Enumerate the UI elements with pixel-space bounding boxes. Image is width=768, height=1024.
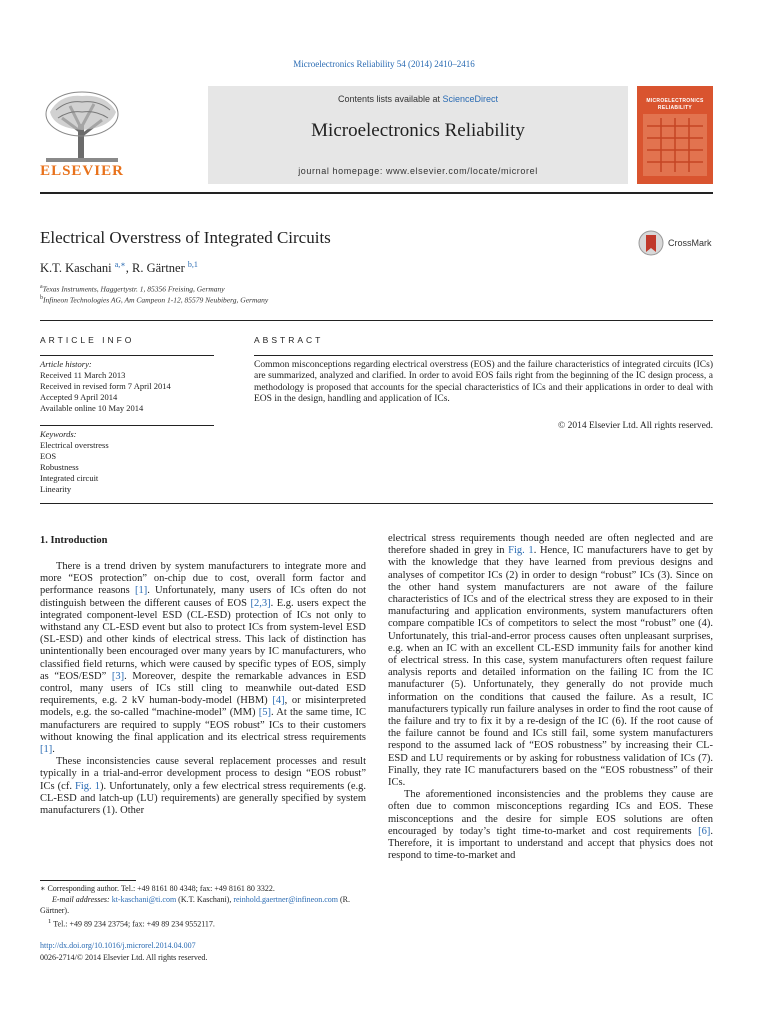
body-text: . At the same time, IC manufacturers are required to supply “EOS robust” ICs to their customers without knowing the final application and its electrical stress requirements [40, 707, 366, 743]
history-online: Available online 10 May 2014 [40, 403, 144, 413]
citation-link[interactable]: [4] [272, 695, 285, 707]
intro-paragraph-2-continued [388, 533, 713, 789]
article-info-rule [40, 355, 214, 356]
paper-title: Electrical Overstress of Integrated Circuits [40, 228, 331, 247]
author2-affiliation-marker[interactable]: b,1 [187, 260, 198, 269]
email-kaschani-name: (K.T. Kaschani), [178, 895, 232, 904]
affiliation-b-marker: b [40, 295, 43, 301]
intro-paragraph-1 [40, 561, 366, 756]
citation-link[interactable]: Fig. 1 [75, 780, 101, 792]
body-text: . Hence, IC manufacturers have to get by with the knowledge that they have learned from previous designs and analyses of competitor ICs (2) in order to design “robust” ICs (3). Since on the other hand system manufacturers are not aware of the failure characteristics of ICs and of the electrical stress they are exposed to in their manufacturing and application environments, system manufacturers often compare compatible ICs of competitors to select the most “robust” one (4). Unfortunately, this trial-and-error process causes often unpleasant surprises, e.g. when an IC with an excellent CL-ESD immunity fails for another kind of electrical stress. In this case, system manufacturers often request failure analysis reports and detailed information on the failing IC from the IC manufacturer (5). Unfortunately, they generally do not provide much information on the conditions that caused the failure. As a result, IC manufacturers typically run failure analyses in order to find the root cause of the failure and try to fix it by a re-design of the IC (6). If the root cause of the failure cannot be found and ICs still fail, some system manufacturers respond to the assumed lack of “EOS robustness” by increasing their CL-ESD and LU requirements or by asking for robustness validation of ICs (7). Finally, they rate IC manufacturers based on the “EOS robustness” of their ICs. [388, 545, 713, 789]
history-received: Received 11 March 2013 [40, 370, 126, 380]
footnote-1-marker: 1 [48, 918, 52, 925]
journal-homepage[interactable]: journal homepage: www.elsevier.com/locate/microrel [298, 166, 538, 176]
contents-prefix: Contents lists available at [337, 94, 443, 104]
footnotes [40, 883, 366, 930]
article-info-heading: ARTICLE INFO [40, 335, 135, 345]
header-divider [40, 192, 713, 194]
crossmark-label[interactable]: CrossMark [668, 238, 712, 248]
body-text: electrical stress requirements though needed are often neglected and are therefore shaded in grey in [388, 533, 713, 557]
front-matter-divider [40, 503, 713, 504]
email-kaschani-link[interactable]: kt-kaschani@ti.com [111, 895, 177, 904]
affiliation-b-text: Infineon Technologies AG, Am Campeon 1-12, 85579 Neubiberg, Germany [43, 295, 269, 305]
abstract-heading: ABSTRACT [254, 335, 324, 345]
title-divider [40, 320, 713, 321]
author-kaschani: K.T. Kaschani [40, 261, 112, 276]
affiliation-a [40, 284, 225, 294]
citation-link[interactable]: [3] [111, 670, 125, 682]
email-gaertner-link[interactable]: reinhold.gaertner@infineon.com [233, 895, 339, 904]
footnote-divider [40, 880, 136, 881]
keyword-item: EOS [40, 451, 57, 461]
citation-link[interactable]: [5] [258, 707, 271, 719]
corresponding-text: Corresponding author. Tel.: +49 8161 80 4348; fax: +49 8161 80 3322. [47, 884, 275, 893]
crossmark-icon[interactable] [638, 230, 664, 256]
keyword-item: Robustness [40, 462, 79, 472]
abstract-copyright: © 2014 Elsevier Ltd. All rights reserved. [558, 421, 713, 431]
keywords-label: Keywords: [40, 429, 77, 439]
body-text: The aforementioned inconsistencies and the problems they cause are often due to common misconceptions regarding ICs and EOS. These misconceptions and the desire for simple EOS solutions are often encouraged by today’s tight time-to-market and cost requirements [388, 789, 713, 837]
history-accepted: Accepted 9 April 2014 [40, 392, 118, 402]
abstract-rule [254, 355, 713, 356]
citation-link[interactable]: [1] [40, 744, 53, 756]
body-column-left [40, 561, 366, 817]
issn-copyright: 0026-2714/© 2014 Elsevier Ltd. All rights reserved. [40, 953, 208, 962]
keywords [40, 429, 214, 495]
keywords-rule [40, 425, 214, 426]
intro-paragraph-2 [40, 756, 366, 817]
history-revised: Received in revised form 7 April 2014 [40, 381, 171, 391]
body-text: . [52, 744, 55, 756]
contents-line [208, 94, 628, 104]
citation-link[interactable]: Fig. 1 [508, 545, 534, 557]
intro-paragraph-3 [388, 789, 713, 862]
doi-link[interactable]: http://dx.doi.org/10.1016/j.microrel.2014.04.007 [40, 941, 196, 950]
section-heading-introduction: 1. Introduction [40, 535, 108, 546]
email-note [40, 894, 366, 916]
email-gaertner-name: (R. Gärtner). [40, 895, 351, 915]
body-text: . Moreover, despite the remarkable advances in ESD control, many users of ICs still cling to meanwhile out-dated ESD requirements, e.g. 2 kV human-body-model (HBM) [40, 670, 366, 707]
citation-link[interactable]: [2,3] [250, 597, 271, 609]
affiliation-a-text: Texas Instruments, Haggertystr. 1, 85356 Freising, Germany [42, 284, 225, 294]
body-text: . E.g. users expect the integrated component-level ESD (CL-ESD) protection of ICs not only to withstand any CL-ESD event but also to protect ICs from system-level ESD (SL-ESD) and other kinds of electrical stress. This lack of distinction has unintentionally been encouraged over many years by IC manufacturers, who classified field returns, which were caused by specific types of EOS, simply as “EOS/ESD” [40, 597, 366, 682]
sciencedirect-link[interactable]: ScienceDirect [442, 94, 499, 104]
corresponding-marker: ∗ [40, 884, 46, 893]
affiliation-b [40, 295, 268, 305]
body-column-right [388, 533, 713, 862]
keyword-item: Integrated circuit [40, 473, 99, 483]
journal-reference[interactable]: Microelectronics Reliability 54 (2014) 2410–2416 [293, 59, 475, 69]
affiliation-a-marker: a [40, 284, 43, 290]
body-text: ). Unfortunately, only a few electrical stress requirements (e.g. CL-ESD and latch-up (LU) requirements) are generally specified by system manufacturers (1). Other [40, 780, 366, 817]
citation-link[interactable]: [1] [134, 585, 148, 597]
author-gaertner: , R. Gärtner [125, 261, 185, 276]
footnote-1-text: Tel.: +49 89 234 23754; fax: +49 89 234 9552117. [53, 919, 215, 929]
body-text: These inconsistencies cause several replacement processes and result typically in a trial-and-error development process to design “EOS robust” ICs (cf. [40, 756, 366, 792]
keyword-item: Linearity [40, 484, 72, 494]
author-list [40, 260, 198, 276]
citation-link[interactable]: [6] [698, 825, 711, 837]
cover-title: MICROELECTRONICS RELIABILITY [646, 98, 704, 111]
body-text: . Therefore, it is important to understand and accept that physics does not respond to time-to-market and [388, 825, 713, 862]
publisher-name: ELSEVIER [40, 163, 124, 179]
body-text: . Unfortunately, many users of ICs often do not distinguish between the different causes of EOS [40, 585, 367, 609]
article-history [40, 359, 214, 414]
footnote-1 [40, 916, 366, 930]
abstract-text: Common misconceptions regarding electrical overstress (EOS) and the failure characteristics of integrated circuits (ICs) are summarized, analyzed and clarified. In order to avoid EOS fails right from the beginning of the IC design process, a methodology is proposed that accounts for the special characteristics of ICs and their applications in order to deal with EOS in the design, handling and application of ICs. [254, 360, 713, 405]
keyword-item: Electrical overstress [40, 440, 109, 450]
email-label: E-mail addresses: [52, 895, 110, 904]
history-label: Article history: [40, 359, 92, 369]
corresponding-author-note [40, 883, 366, 894]
journal-title: Microelectronics Reliability [311, 120, 525, 141]
author1-affiliation-marker[interactable]: a,∗ [114, 260, 126, 269]
body-text: There is a trend driven by system manufacturers to integrate more and more “EOS protection” on-chip due to cost, overall form factor and performance reasons [40, 561, 366, 597]
body-text: , or misinterpreted models, e.g. the so-called “machine-model” (MM) [40, 695, 366, 719]
